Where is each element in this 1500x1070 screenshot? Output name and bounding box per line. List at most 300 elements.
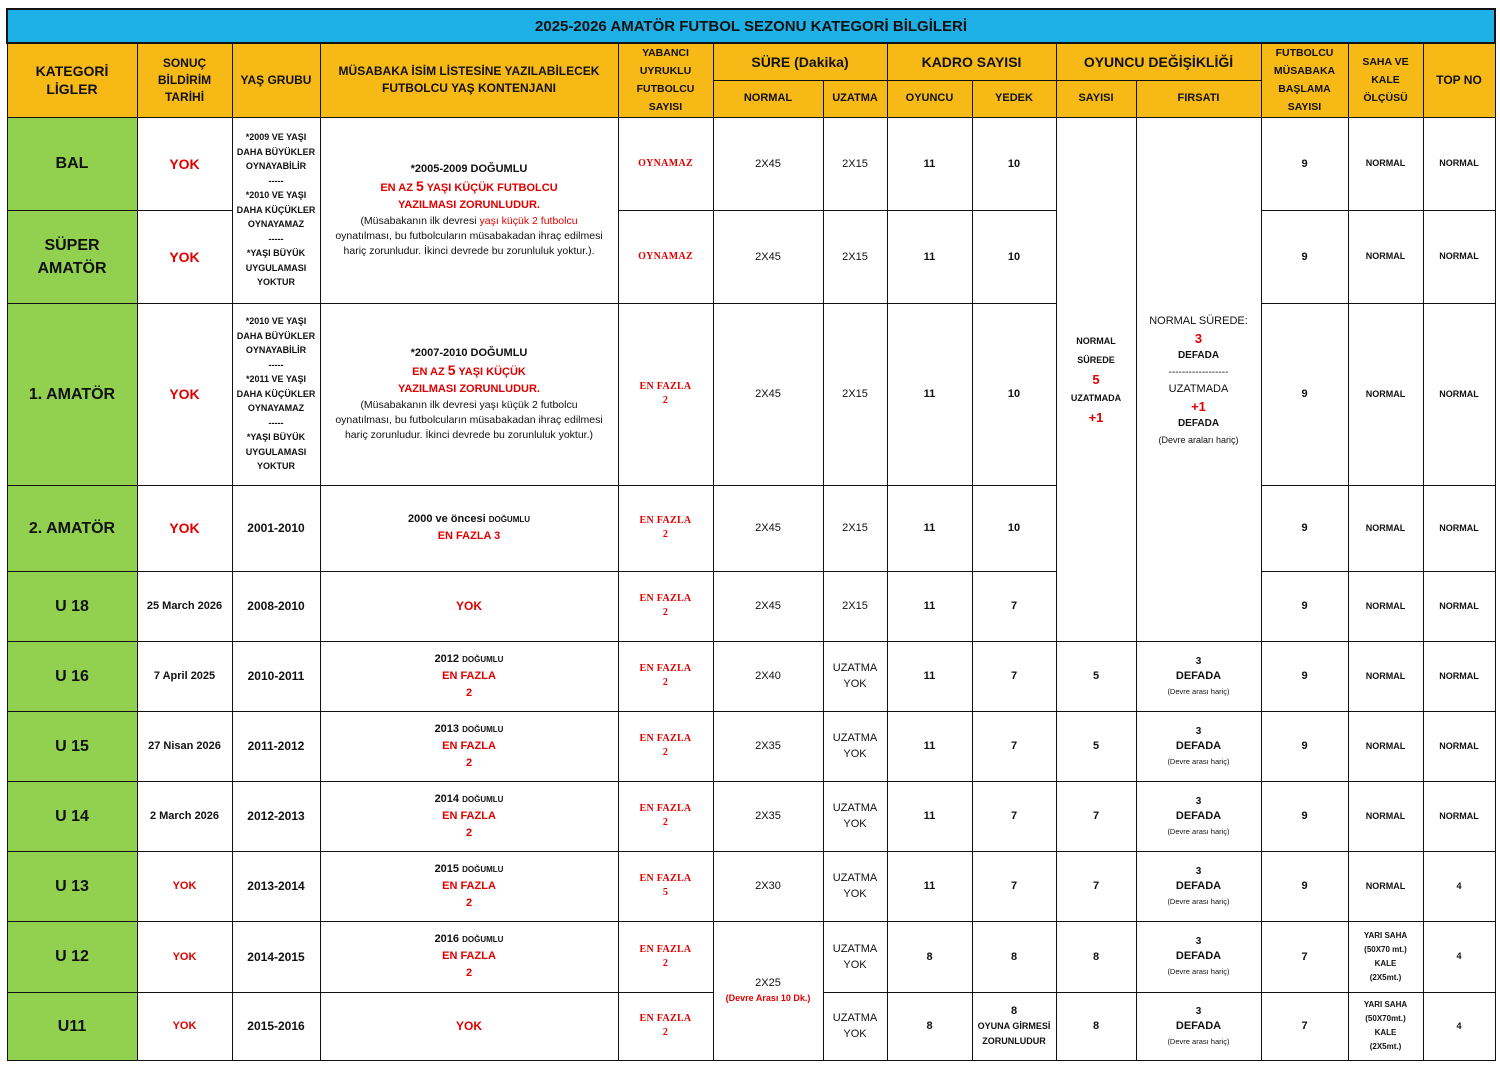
firsat-line: DEFADA [1175,1019,1222,1032]
yedek-cell-u16: 7 [972,641,1056,711]
kontenjan-line: 2 [465,967,473,979]
degisiklik-firsati-extra: +1 [1191,398,1206,414]
saha-line: (2X5mt.) [1369,972,1402,982]
kontenjan-part: 2000 ve öncesi [407,513,489,525]
uzatma-line: UZATMA [832,662,878,674]
yabanci-line: 2 [662,607,669,618]
yas-line: DAHA BÜYÜKLER [236,330,316,341]
degisiklik-firsati-cell-u14 [1136,781,1261,851]
uzatma-line: UZATMA [832,942,878,955]
yas-grubu-cell-u16: 2010-2011 [232,641,320,711]
kontenjan-part-small: DOĞUMLU [462,864,504,874]
degisiklik-firsati-cell-u13 [1136,851,1261,921]
header-baslama [1261,43,1348,117]
header-saha-line2: KALE [1371,74,1400,87]
yedek-cell-u18: 7 [972,571,1056,641]
row-super-amator [7,210,1495,303]
header-yas-grubu: YAŞ GRUBU [232,43,320,117]
degisiklik-firsati-cell-u11 [1136,992,1261,1060]
kontenjan-part-small: DOĞUMLU [462,935,504,944]
degisiklik-sayisi-cell-u12: 8 [1056,921,1136,992]
sure-uzatma-cell-u18: 2X15 [823,571,887,641]
kontenjan-line: EN FAZLA [442,669,496,682]
header-degisiklik-sayisi: SAYISI [1056,80,1136,117]
category-info-table-sheet [6,8,1494,1061]
degisiklik-sayisi-line: UZATMADA [1070,392,1122,403]
sonuc-cell-bal: YOK [137,117,232,210]
header-top: TOP NO [1423,43,1495,117]
firsat-note: (Devre arası hariç) [1167,686,1230,696]
sure-normal-cell-u18: 2X45 [713,571,823,641]
header-degisiklik: OYUNCU DEĞİŞİKLİĞİ [1056,43,1261,80]
header-kadro: KADRO SAYISI [887,43,1056,80]
saha-line: KALE [1374,1028,1397,1037]
yabanci-line: 5 [662,887,669,898]
category-cell-u16: U 16 [7,641,137,711]
sonuc-cell-u14: 2 March 2026 [137,781,232,851]
degisiklik-firsati-cell-u12 [1136,921,1261,992]
kontenjan-note-line: oynatılması, bu futbolcuların müsabakadan ihraç edilmesi [335,414,603,426]
yabanci-line: 2 [662,677,669,688]
kontenjan-cell-u12 [320,921,618,992]
yabanci-cell-u15 [618,711,713,781]
sonuc-cell-u16: 7 April 2025 [137,641,232,711]
kontenjan-note-line: oynatılması, bu futbolcuların müsabakadan ihraç edilmesi [335,230,603,242]
yas-grubu-cell-u14: 2012-2013 [232,781,320,851]
yabanci-line: 2 [662,747,669,758]
row-u13 [7,851,1495,921]
kontenjan-note-line [323,214,616,229]
saha-line: KALE [1374,958,1397,968]
firsat-line: 3 [1195,1005,1202,1017]
firsat-note: (Devre arası hariç) [1167,967,1230,976]
category-cell-u18: U 18 [7,571,137,641]
degisiklik-sayisi-cell-u11: 8 [1056,992,1136,1060]
degisiklik-sayisi-merged-cell [1056,117,1136,641]
kontenjan-cell-bal-super [320,117,618,303]
yabanci-cell-2-amator [618,485,713,571]
kontenjan-line: EN FAZLA [442,879,496,892]
firsat-line: 3 [1195,865,1202,877]
yabanci-cell-u14 [618,781,713,851]
kontenjan-part: 2016 [434,933,463,945]
saha-line: YARI SAHA [1363,930,1408,940]
yas-line: UYGULAMASI [245,446,307,457]
kontenjan-part: EN AZ [412,366,448,378]
header-sure-uzatma: UZATMA [823,80,887,117]
yedek-line: ZORUNLUDUR [982,1035,1046,1046]
yas-line: YOKTUR [257,277,295,288]
uzatma-line: UZATMA [832,802,878,814]
saha-cell-2-amator: NORMAL [1348,485,1423,571]
sure-note: (Devre Arası 10 Dk.) [725,992,811,1003]
yabanci-line: EN FAZLA [639,803,692,814]
firsat-note: (Devre arası hariç) [1167,896,1230,906]
yedek-cell-u14: 7 [972,781,1056,851]
header-kontenjan-line1: MÜSABAKA İSİM LİSTESİNE YAZILABİLECEK [338,64,600,79]
yabanci-cell-u13 [618,851,713,921]
kontenjan-note-line: hariç zorunludur. İkinci devrede bu zorunluluk yoktur.) [344,429,594,441]
yas-grubu-cell-2-amator: 2001-2010 [232,485,320,571]
uzatma-line: YOK [843,818,867,830]
baslama-cell-2-amator: 9 [1261,485,1348,571]
yas-grubu-cell-u15: 2011-2012 [232,711,320,781]
header-sonuc [137,43,232,117]
sure-normal-cell-u16: 2X40 [713,641,823,711]
yas-line: OYNAYABİLİR [245,161,307,172]
kontenjan-cell-u13 [320,851,618,921]
sure-normal-cell-u13: 2X30 [713,851,823,921]
header-kategori-line1: KATEGORİ [35,63,109,80]
degisiklik-sayisi-line: SÜREDE [1077,354,1115,365]
row-u15 [7,711,1495,781]
degisiklik-firsati-cell-u15 [1136,711,1261,781]
kontenjan-line: EN FAZLA [442,809,496,822]
kontenjan-part: EN AZ [380,182,416,194]
kontenjan-line [323,861,616,878]
yabanci-line: EN FAZLA [639,663,692,674]
uzatma-line: YOK [843,888,867,900]
degisiklik-sayisi-cell-u15: 5 [1056,711,1136,781]
top-cell-u14: NORMAL [1423,781,1495,851]
sure-normal-cell-u15: 2X35 [713,711,823,781]
header-kategori [7,43,137,117]
kontenjan-line [323,791,616,808]
firsat-line: DEFADA [1175,669,1222,682]
oyuncu-cell-u14: 11 [887,781,972,851]
kontenjan-line: EN FAZLA [442,950,496,962]
yabanci-line: 2 [662,817,669,828]
kontenjan-part-small: DOĞUMLU [462,654,504,664]
degisiklik-firsati-merged-cell [1136,117,1261,641]
category-cell-u11: U11 [7,992,137,1060]
kontenjan-line: EN FAZLA 3 [437,530,501,542]
yabanci-cell-u18 [618,571,713,641]
header-baslama-line4: SAYISI [1287,101,1322,114]
header-yabanci-line3: FUTBOLCU [636,83,695,96]
yas-grubu-cell-u18: 2008-2010 [232,571,320,641]
top-cell-u11: 4 [1423,992,1495,1060]
kontenjan-line: YAZILMASI ZORUNLUDUR. [398,383,540,395]
yas-line: YOKTUR [257,461,295,472]
kontenjan-line [323,178,616,197]
category-line: SÜPER [44,236,100,254]
category-cell-super-amator [7,210,137,303]
sure-uzatma-cell-u13 [823,851,887,921]
kontenjan-part: 2012 [434,652,463,665]
header-kontenjan [320,43,618,117]
sonuc-cell-u11: YOK [137,992,232,1060]
oyuncu-cell-1-amator: 11 [887,303,972,485]
baslama-cell-u14: 9 [1261,781,1348,851]
yas-line: OYNAYABİLİR [245,345,307,356]
yedek-line: OYUNA GİRMESİ [977,1020,1051,1031]
saha-cell-u14: NORMAL [1348,781,1423,851]
saha-cell-super-amator: NORMAL [1348,210,1423,303]
degisiklik-sayisi-extra: +1 [1088,409,1104,425]
sonuc-cell-u13: YOK [137,851,232,921]
yedek-cell-u12: 8 [972,921,1056,992]
yas-line: *2010 VE YAŞI [245,190,307,201]
sure-uzatma-cell-super-amator: 2X15 [823,210,887,303]
saha-cell-u18: NORMAL [1348,571,1423,641]
uzatma-line: YOK [843,748,867,760]
header-baslama-line1: FUTBOLCU [1275,47,1334,60]
category-line: AMATÖR [37,259,107,277]
top-cell-bal: NORMAL [1423,117,1495,210]
saha-cell-1-amator: NORMAL [1348,303,1423,485]
header-yabanci [618,43,713,117]
header-sonuc-line1: SONUÇ [162,55,207,70]
kontenjan-line: *2007-2010 DOĞUMLU [410,347,528,359]
row-1-amator [7,303,1495,485]
uzatma-line: UZATMA [832,732,878,744]
kontenjan-line [323,931,616,948]
firsat-line: DEFADA [1175,809,1222,822]
top-cell-2-amator: NORMAL [1423,485,1495,571]
yabanci-line: EN FAZLA [639,1013,692,1024]
yas-line: *2011 VE YAŞI [245,374,307,385]
category-cell-bal: BAL [7,117,137,210]
sure-line: 2X25 [755,976,781,989]
yabanci-line: EN FAZLA [639,593,692,604]
yas-line: *YAŞI BÜYÜK [246,432,306,443]
degisiklik-firsati-line: UZATMADA [1168,382,1229,395]
yedek-cell-2-amator: 10 [972,485,1056,571]
saha-line: YARI SAHA [1363,1000,1408,1009]
row-bal [7,117,1495,210]
top-cell-u18: NORMAL [1423,571,1495,641]
kontenjan-note-part: (Müsabakanın ilk devresi [360,215,480,227]
oyuncu-cell-u18: 11 [887,571,972,641]
yas-line: DAHA BÜYÜKLER [236,146,316,157]
sure-uzatma-cell-bal: 2X15 [823,117,887,210]
sonuc-cell-u15: 27 Nisan 2026 [137,711,232,781]
header-yabanci-line2: UYRUKLU [639,65,692,78]
kontenjan-note-line: (Müsabakanın ilk devresi yaşı küçük 2 futbolcu [360,399,578,411]
kontenjan-part: 2014 [434,792,463,805]
sonuc-cell-u18: 25 March 2026 [137,571,232,641]
top-cell-u13: 4 [1423,851,1495,921]
yabanci-line: 2 [662,529,669,540]
yas-line: OYNAYAMAZ [247,403,305,414]
baslama-cell-super-amator: 9 [1261,210,1348,303]
header-sure-normal: NORMAL [713,80,823,117]
kontenjan-line [323,721,616,738]
sure-normal-cell-bal: 2X45 [713,117,823,210]
kontenjan-part-small: DOĞUMLU [462,794,504,804]
header-yabanci-line1: YABANCI [642,47,689,60]
oyuncu-cell-2-amator: 11 [887,485,972,571]
header-saha-line3: ÖLÇÜSÜ [1363,92,1408,105]
yas-grubu-cell-u12: 2014-2015 [232,921,320,992]
row-u18 [7,571,1495,641]
sure-uzatma-cell-u15 [823,711,887,781]
title-row [7,9,1495,43]
degisiklik-sayisi-value: 5 [1092,371,1100,387]
saha-cell-u13: NORMAL [1348,851,1423,921]
yas-line: UYGULAMASI [245,262,307,273]
kontenjan-cell-1-amator [320,303,618,485]
saha-cell-bal: NORMAL [1348,117,1423,210]
baslama-cell-bal: 9 [1261,117,1348,210]
kontenjan-cell-u18: YOK [320,571,618,641]
header-kadro-oyuncu: OYUNCU [887,80,972,117]
header-yabanci-line4: SAYISI [648,101,683,114]
yas-separator: ----- [268,359,284,370]
kontenjan-cell-u15 [320,711,618,781]
yabanci-line: 2 [662,957,669,969]
kontenjan-part: 2013 [434,722,463,735]
top-cell-u15: NORMAL [1423,711,1495,781]
yas-grubu-cell-u13: 2013-2014 [232,851,320,921]
kontenjan-cell-2-amator [320,485,618,571]
category-cell-u12: U 12 [7,921,137,992]
yabanci-cell-u11 [618,992,713,1060]
oyuncu-cell-u15: 11 [887,711,972,781]
sure-normal-cell-super-amator: 2X45 [713,210,823,303]
degisiklik-sayisi-cell-u13: 7 [1056,851,1136,921]
kontenjan-line: 2 [465,896,473,909]
sure-uzatma-cell-u14 [823,781,887,851]
firsat-line: DEFADA [1175,950,1222,962]
yabanci-line: EN FAZLA [639,873,692,884]
kontenjan-line: 2 [465,756,473,769]
baslama-cell-u18: 9 [1261,571,1348,641]
yabanci-line: 2 [662,1027,669,1038]
top-cell-1-amator: NORMAL [1423,303,1495,485]
kontenjan-part-small: DOĞUMLU [488,515,531,524]
sure-uzatma-cell-u12 [823,921,887,992]
kontenjan-line: 2 [465,686,473,699]
header-row-1 [7,43,1495,80]
saha-line: (50X70 mt.) [1364,944,1407,954]
oyuncu-cell-bal: 11 [887,117,972,210]
yas-separator: ----- [268,417,284,428]
yedek-cell-u13: 7 [972,851,1056,921]
yas-grubu-cell-bal-super [232,117,320,303]
category-cell-2-amator: 2. AMATÖR [7,485,137,571]
category-cell-u14: U 14 [7,781,137,851]
sure-normal-cell-u12-u11 [713,921,823,1060]
kontenjan-line: EN FAZLA [442,739,496,752]
firsat-note: (Devre arası hariç) [1167,826,1230,836]
saha-cell-u15: NORMAL [1348,711,1423,781]
kontenjan-part: 2015 [434,862,463,875]
header-baslama-line3: BAŞLAMA [1278,83,1331,96]
kontenjan-part-small: DOĞUMLU [462,724,504,734]
yabanci-line: EN FAZLA [639,733,692,744]
firsat-note: (Devre arası hariç) [1167,756,1230,766]
oyuncu-cell-u12: 8 [887,921,972,992]
category-info-table [6,8,1496,1061]
saha-cell-u16: NORMAL [1348,641,1423,711]
uzatma-line: YOK [843,678,867,690]
sure-uzatma-cell-1-amator: 2X15 [823,303,887,485]
kontenjan-line: 2 [465,826,473,839]
header-saha-line1: SAHA VE [1362,56,1409,69]
category-cell-u15: U 15 [7,711,137,781]
top-cell-u16: NORMAL [1423,641,1495,711]
header-saha [1348,43,1423,117]
yas-line: OYNAYAMAZ [247,219,305,230]
saha-cell-u12 [1348,921,1423,992]
page-title: 2025-2026 AMATÖR FUTBOL SEZONU KATEGORİ BİLGİLERİ [7,9,1495,43]
baslama-cell-u15: 9 [1261,711,1348,781]
yabanci-cell-bal: OYNAMAZ [618,117,713,210]
degisiklik-sayisi-line: NORMAL [1076,335,1116,346]
sure-normal-cell-1-amator: 2X45 [713,303,823,485]
header-sure: SÜRE (Dakika) [713,43,887,80]
yas-line: *2009 VE YAŞI [245,132,307,143]
degisiklik-firsati-line: NORMAL SÜREDE: [1149,314,1248,327]
degisiklik-firsati-cell-u16 [1136,641,1261,711]
yas-line: DAHA KÜÇÜKLER [236,204,316,215]
yabanci-cell-u16 [618,641,713,711]
firsat-line: 3 [1195,795,1202,807]
sonuc-cell-u12: YOK [137,921,232,992]
saha-cell-u11 [1348,992,1423,1060]
row-2-amator [7,485,1495,571]
header-baslama-line2: MÜSABAKA [1273,65,1336,78]
baslama-cell-u12: 7 [1261,921,1348,992]
yedek-line: 8 [1010,1004,1018,1017]
header-kadro-yedek: YEDEK [972,80,1056,117]
yabanci-cell-super-amator: OYNAMAZ [618,210,713,303]
yas-line: *YAŞI BÜYÜK [246,248,306,259]
firsat-line: DEFADA [1175,739,1222,752]
kontenjan-part: YAŞI KÜÇÜK [455,366,526,378]
degisiklik-sayisi-cell-u16: 5 [1056,641,1136,711]
oyuncu-cell-u13: 11 [887,851,972,921]
sonuc-cell-super-amator: YOK [137,210,232,303]
header-kontenjan-line2: FUTBOLCU YAŞ KONTENJANI [381,81,557,96]
header-degisiklik-firsati: FIRSATI [1136,80,1261,117]
kontenjan-part: YAŞI KÜÇÜK FUTBOLCU [423,182,558,194]
saha-line: (2X5mt.) [1369,1042,1402,1051]
saha-line: (50X70mt.) [1365,1014,1406,1023]
degisiklik-firsati-line: DEFADA [1177,349,1220,361]
baslama-cell-u13: 9 [1261,851,1348,921]
kontenjan-count: 5 [416,178,424,194]
oyuncu-cell-super-amator: 11 [887,210,972,303]
category-cell-1-amator: 1. AMATÖR [7,303,137,485]
header-kategori-line2: LİGLER [46,81,98,98]
oyuncu-cell-u16: 11 [887,641,972,711]
firsat-line: 3 [1195,936,1202,947]
yabanci-cell-1-amator [618,303,713,485]
sonuc-cell-2-amator: YOK [137,485,232,571]
degisiklik-sayisi-cell-u14: 7 [1056,781,1136,851]
row-u14 [7,781,1495,851]
header-sonuc-line2: BİLDİRİM [157,72,212,87]
kontenjan-note-highlight: yaşı küçük 2 futbolcu [479,215,578,227]
kontenjan-cell-u11: YOK [320,992,618,1060]
yas-grubu-cell-1-amator [232,303,320,485]
yedek-cell-1-amator: 10 [972,303,1056,485]
uzatma-line: UZATMA [832,1012,878,1024]
yas-line: *2010 VE YAŞI [245,316,307,327]
baslama-cell-u11: 7 [1261,992,1348,1060]
firsat-line: DEFADA [1175,879,1222,892]
baslama-cell-1-amator: 9 [1261,303,1348,485]
oyuncu-cell-u11: 8 [887,992,972,1060]
yabanci-line: EN FAZLA [639,381,692,392]
yas-grubu-cell-u11: 2015-2016 [232,992,320,1060]
firsat-note: (Devre arası hariç) [1167,1036,1230,1046]
yabanci-line: EN FAZLA [639,943,692,955]
degisiklik-firsati-line: DEFADA [1177,417,1220,429]
